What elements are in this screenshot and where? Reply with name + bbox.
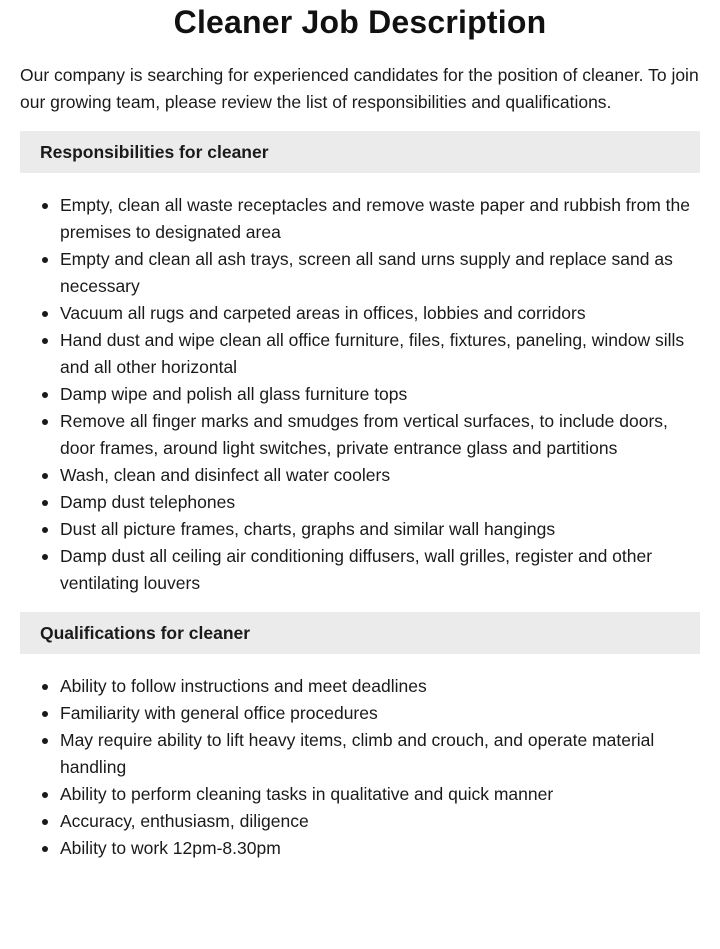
- list-item: [60, 516, 700, 543]
- bullet-icon: [42, 338, 48, 344]
- bullet-icon: [42, 684, 48, 690]
- intro-paragraph: Our company is searching for experienced candidates for the position of cleaner. To join our growing team, please review the list of responsibilities and qualifications.: [20, 65, 699, 112]
- list-item-text: Empty and clean all ash trays, screen all sand urns supply and replace sand as necessary: [60, 249, 673, 296]
- bullet-icon: [42, 392, 48, 398]
- bullet-icon: [42, 527, 48, 533]
- list-item-text: Damp wipe and polish all glass furniture tops: [60, 384, 408, 404]
- list-item: [60, 489, 700, 516]
- list-item-text: Damp dust all ceiling air conditioning diffusers, wall grilles, register and other ventilating louvers: [60, 546, 653, 593]
- list-item-text: Empty, clean all waste receptacles and remove waste paper and rubbish from the premises to designated area: [60, 195, 690, 242]
- list-item-text: Hand dust and wipe clean all office furniture, files, fixtures, paneling, window sills and all other horizontal: [60, 330, 685, 377]
- bullet-icon: [42, 257, 48, 263]
- bullet-icon: [42, 203, 48, 209]
- bullet-icon: [42, 554, 48, 560]
- list-item: [60, 835, 700, 862]
- list-item: [60, 462, 700, 489]
- bullet-icon: [42, 738, 48, 744]
- list-item-text: Vacuum all rugs and carpeted areas in offices, lobbies and corridors: [60, 303, 586, 323]
- list-item: [60, 781, 700, 808]
- list-item: [60, 300, 700, 327]
- list-item-text: Dust all picture frames, charts, graphs and similar wall hangings: [60, 519, 556, 539]
- list-item-text: Ability to work 12pm-8.30pm: [60, 838, 281, 858]
- list-item-text: Familiarity with general office procedures: [60, 703, 378, 723]
- list-item: [60, 246, 700, 300]
- list-item-text: May require ability to lift heavy items, climb and crouch, and operate material handling: [60, 730, 655, 777]
- list-item: [60, 381, 700, 408]
- list-item-text: Wash, clean and disinfect all water coolers: [60, 465, 391, 485]
- bullet-icon: [42, 500, 48, 506]
- bullet-icon: [42, 819, 48, 825]
- list-item-text: Ability to follow instructions and meet deadlines: [60, 676, 427, 696]
- list-item: [60, 700, 700, 727]
- list-item: [60, 192, 700, 246]
- list-item: [60, 327, 700, 381]
- responsibilities-list: [20, 192, 700, 597]
- qualifications-list: [20, 673, 700, 862]
- qualifications-heading: Qualifications for cleaner: [20, 612, 700, 654]
- list-item-text: Remove all finger marks and smudges from vertical surfaces, to include doors, door frames, around light switches, private entrance glass and partitions: [60, 411, 668, 458]
- bullet-icon: [42, 792, 48, 798]
- list-item: [60, 808, 700, 835]
- list-item: [60, 408, 700, 462]
- bullet-icon: [42, 846, 48, 852]
- list-item-text: Accuracy, enthusiasm, diligence: [60, 811, 309, 831]
- list-item: [60, 727, 700, 781]
- responsibilities-heading: Responsibilities for cleaner: [20, 131, 700, 173]
- page-title: Cleaner Job Description: [173, 4, 547, 40]
- list-item: [60, 543, 700, 597]
- list-item-text: Damp dust telephones: [60, 492, 236, 512]
- list-item: [60, 673, 700, 700]
- bullet-icon: [42, 473, 48, 479]
- bullet-icon: [42, 711, 48, 717]
- list-item-text: Ability to perform cleaning tasks in qualitative and quick manner: [60, 784, 554, 804]
- bullet-icon: [42, 311, 48, 317]
- bullet-icon: [42, 419, 48, 425]
